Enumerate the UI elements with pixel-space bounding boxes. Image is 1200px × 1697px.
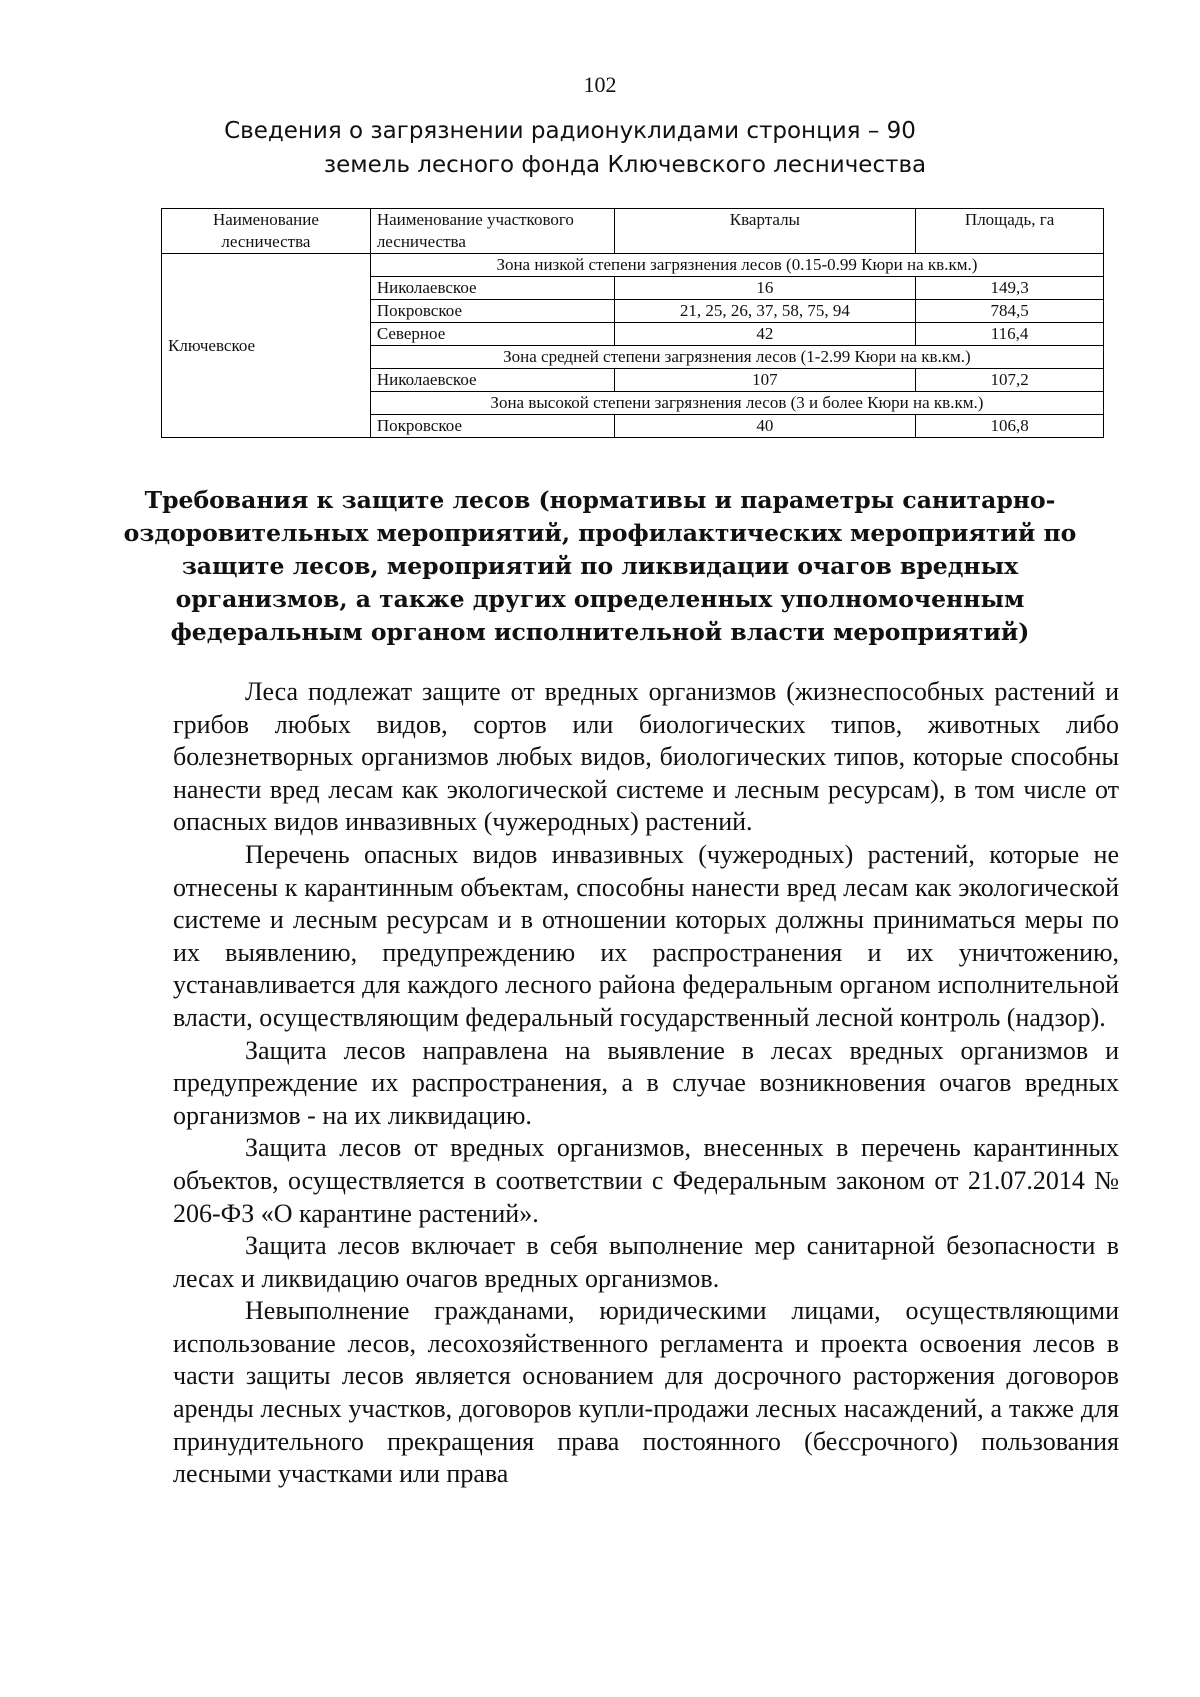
paragraph: Защита лесов от вредных организмов, внесенных в перечень карантинных объектов, осуществляется в соответствии с Федеральным законом от 21.07.2014 № 206-ФЗ «О карантине растений». — [173, 1133, 1119, 1228]
header-quarters: Кварталы — [614, 209, 916, 254]
zone-high-cell: Зона высокой степени загрязнения лесов (3 и более Кюри на кв.км.) — [370, 392, 1103, 415]
header-area: Площадь, га — [916, 209, 1104, 254]
table-caption-line-1: Сведения о загрязнении радионуклидами стронция – 90 — [224, 118, 916, 144]
quarters-cell: 16 — [614, 277, 916, 300]
table-caption — [0, 114, 1200, 182]
table-header-row — [162, 209, 1104, 254]
header-district: Наименование участкового лесничества — [370, 209, 614, 254]
quarters-cell: 21, 25, 26, 37, 58, 75, 94 — [614, 300, 916, 323]
paragraph: Защита лесов направлена на выявление в лесах вредных организмов и предупреждение их распространения, а в случае возникновения очагов вредных организмов - на их ликвидацию. — [173, 1035, 1119, 1130]
area-cell: 149,3 — [916, 277, 1104, 300]
paragraph: Невыполнение гражданами, юридическими лицами, осуществляющими использование лесов, лесохозяйственного регламента и проекта освоения лесов в части защиты лесов является основанием для досрочного расторжения договоров аренды лесных участков, договоров купли-продажи лесных насаждений, а также для принудительного прекращения права постоянного (бессрочного) пользования лесными участками или права — [173, 1296, 1119, 1489]
area-cell: 784,5 — [916, 300, 1104, 323]
quarters-cell: 42 — [614, 323, 916, 346]
zone-row — [162, 254, 1104, 277]
contamination-table — [161, 208, 1104, 438]
quarters-cell: 107 — [614, 369, 916, 392]
section-heading: Требования к защите лесов (нормативы и параметры санитарно-оздоровительных мероприятий, профилактических мероприятий по защите лесов, мероприятий по ликвидации очагов вредных организмов, а также других определенных уполномоченным федеральным органом исполнительной власти мероприятий) — [123, 486, 1077, 646]
district-cell: Покровское — [370, 300, 614, 323]
zone-mid-cell: Зона средней степени загрязнения лесов (1-2.99 Кюри на кв.км.) — [370, 346, 1103, 369]
paragraph: Леса подлежат защите от вредных организмов (жизнеспособных растений и грибов любых видов, сортов или биологических типов, животных либо болезнетворных организмов любых видов, биологических типов, которые способны нанести вред лесам как экологической системе и лесным ресурсам), в том числе от опасных видов инвазивных (чужеродных) растений. — [173, 677, 1119, 837]
paragraph: Перечень опасных видов инвазивных (чужеродных) растений, которые не отнесены к карантинным объектам, способны нанести вред лесам как экологической системе и лесным ресурсам и в отношении которых должны приниматься меры по их выявлению, предупреждению их распространения и их уничтожению, устанавливается для каждого лесного района федеральным органом исполнительной власти, осуществляющим федеральный государственный лесной контроль (надзор). — [173, 839, 1119, 1032]
quarters-cell: 40 — [614, 415, 916, 438]
area-cell: 106,8 — [916, 415, 1104, 438]
header-forestry: Наименование лесничества — [162, 209, 371, 254]
district-cell: Николаевское — [370, 369, 614, 392]
zone-low-cell: Зона низкой степени загрязнения лесов (0.15-0.99 Кюри на кв.км.) — [370, 254, 1103, 277]
forestry-name-cell: Ключевское — [162, 254, 371, 438]
body-text — [173, 676, 1119, 1491]
district-cell: Покровское — [370, 415, 614, 438]
area-cell: 107,2 — [916, 369, 1104, 392]
page-number: 102 — [583, 72, 617, 97]
area-cell: 116,4 — [916, 323, 1104, 346]
district-cell: Николаевское — [370, 277, 614, 300]
table-caption-line-2: земель лесного фонда Ключевского лесничества — [323, 152, 927, 178]
paragraph: Защита лесов включает в себя выполнение мер санитарной безопасности в лесах и ликвидацию очагов вредных организмов. — [173, 1231, 1119, 1293]
district-cell: Северное — [370, 323, 614, 346]
